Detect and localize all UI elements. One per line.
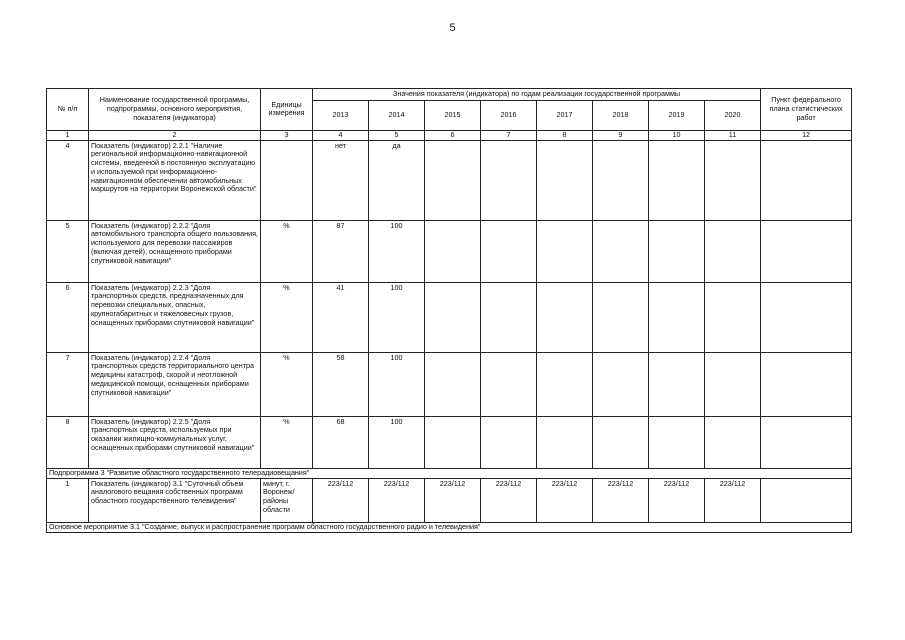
header-name: Наименование государственной программы, подпрограммы, основного мероприятия, показателя (индикатора) — [89, 89, 261, 131]
value-2014: 100 — [369, 416, 425, 468]
header-year: 2020 — [705, 100, 761, 130]
indicator-unit — [261, 140, 313, 220]
header-year: 2014 — [369, 100, 425, 130]
empty-cell — [649, 352, 705, 416]
table-row — [47, 220, 852, 282]
value-2014: 100 — [369, 352, 425, 416]
event-row — [47, 522, 852, 532]
indicator-unit: % — [261, 282, 313, 352]
empty-cell — [425, 140, 481, 220]
value-2018: 223/112 — [593, 478, 649, 522]
indicator-name: Показатель (индикатор) 2.2.3 "Доля транспортных средств, предназначенных для перевозки специальных, опасных, крупногабаритных и тяжеловесных грузов, оснащенных приборами спутниковой навигации" — [89, 282, 261, 352]
indicator-name: Показатель (индикатор) 2.2.4 "Доля транспортных средств территориального центра медицины катастроф, скорой и неотложной медицинской помощи, оснащенных приборами спутниковой навигации" — [89, 352, 261, 416]
header-year: 2017 — [537, 100, 593, 130]
value-2013: 223/112 — [313, 478, 369, 522]
column-number: 11 — [705, 130, 761, 140]
empty-cell — [425, 282, 481, 352]
value-2017: 223/112 — [537, 478, 593, 522]
row-number: 7 — [47, 352, 89, 416]
indicator-name: Показатель (индикатор) 2.2.1 "Наличие региональной информационно-навигационной системы, введенной в постоянную эксплуатацию и используемой при информационно-навигационном обеспечении автомобильных маршрутов на территории Воронежской области" — [89, 140, 261, 220]
column-number: 9 — [593, 130, 649, 140]
empty-cell — [761, 140, 852, 220]
value-2014: 100 — [369, 220, 425, 282]
header-unit: Единицы измерения — [261, 89, 313, 131]
column-number: 3 — [261, 130, 313, 140]
empty-cell — [761, 416, 852, 468]
empty-cell — [649, 140, 705, 220]
empty-cell — [593, 220, 649, 282]
empty-cell — [425, 352, 481, 416]
header-year: 2019 — [649, 100, 705, 130]
column-number: 4 — [313, 130, 369, 140]
table-row — [47, 478, 852, 522]
value-2013: 87 — [313, 220, 369, 282]
column-number: 10 — [649, 130, 705, 140]
column-number: 2 — [89, 130, 261, 140]
empty-cell — [593, 282, 649, 352]
table-row — [47, 282, 852, 352]
header-year: 2016 — [481, 100, 537, 130]
indicator-name: Показатель (индикатор) 2.2.2 "Доля автомобильного транспорта общего пользования, используемого для перевозки пассажиров (включая детей), оснащенного приборами спутниковой навигации" — [89, 220, 261, 282]
value-2013: нет — [313, 140, 369, 220]
value-2019: 223/112 — [649, 478, 705, 522]
table-row — [47, 140, 852, 220]
column-number: 6 — [425, 130, 481, 140]
empty-cell — [649, 416, 705, 468]
column-number: 8 — [537, 130, 593, 140]
empty-cell — [761, 478, 852, 522]
subprogram-row — [47, 468, 852, 478]
empty-cell — [537, 282, 593, 352]
value-2014: 223/112 — [369, 478, 425, 522]
indicator-unit: % — [261, 352, 313, 416]
value-2013: 41 — [313, 282, 369, 352]
value-2014: да — [369, 140, 425, 220]
empty-cell — [481, 140, 537, 220]
empty-cell — [593, 416, 649, 468]
empty-cell — [481, 220, 537, 282]
row-number: 8 — [47, 416, 89, 468]
empty-cell — [761, 282, 852, 352]
header-year: 2018 — [593, 100, 649, 130]
value-2016: 223/112 — [481, 478, 537, 522]
empty-cell — [761, 352, 852, 416]
value-2014: 100 — [369, 282, 425, 352]
empty-cell — [761, 220, 852, 282]
empty-cell — [481, 352, 537, 416]
empty-cell — [593, 352, 649, 416]
column-number: 7 — [481, 130, 537, 140]
empty-cell — [481, 416, 537, 468]
value-2020: 223/112 — [705, 478, 761, 522]
indicator-unit: % — [261, 220, 313, 282]
subprogram-title: Подпрограмма 3 "Развитие областного государственного телерадиовещания" — [47, 468, 852, 478]
value-2013: 68 — [313, 416, 369, 468]
row-number: 1 — [47, 478, 89, 522]
empty-cell — [425, 416, 481, 468]
page-number: 5 — [449, 22, 456, 34]
empty-cell — [537, 352, 593, 416]
empty-cell — [537, 140, 593, 220]
column-number: 1 — [47, 130, 89, 140]
table-row — [47, 416, 852, 468]
empty-cell — [537, 220, 593, 282]
empty-cell — [705, 282, 761, 352]
empty-cell — [649, 282, 705, 352]
row-number: 4 — [47, 140, 89, 220]
empty-cell — [537, 416, 593, 468]
header-plan: Пункт федерального плана статистических работ — [761, 89, 852, 131]
empty-cell — [705, 220, 761, 282]
value-2015: 223/112 — [425, 478, 481, 522]
indicator-table — [46, 88, 852, 533]
event-title: Основное мероприятие 3.1 "Создание, выпуск и распространение программ областного государственного радио и телевидения" — [47, 522, 852, 532]
indicator-unit: % — [261, 416, 313, 468]
table-row — [47, 352, 852, 416]
column-number: 5 — [369, 130, 425, 140]
column-number-row — [47, 130, 852, 140]
header-num: № п/п — [47, 89, 89, 131]
empty-cell — [481, 282, 537, 352]
indicator-name: Показатель (индикатор) 3.1 "Суточный объем аналогового вещания собственных программ областного государственного телевидения" — [89, 478, 261, 522]
indicator-name: Показатель (индикатор) 2.2.5 "Доля транспортных средств, используемых при оказании жилищно-коммунальных услуг, оснащенных приборами спутниковой навигации" — [89, 416, 261, 468]
empty-cell — [705, 416, 761, 468]
header-year: 2013 — [313, 100, 369, 130]
header-year: 2015 — [425, 100, 481, 130]
row-number: 5 — [47, 220, 89, 282]
empty-cell — [425, 220, 481, 282]
empty-cell — [649, 220, 705, 282]
indicator-unit: минут, г. Воронеж/ районы области — [261, 478, 313, 522]
value-2013: 58 — [313, 352, 369, 416]
empty-cell — [705, 140, 761, 220]
header-values: Значения показателя (индикатора) по годам реализации государственной программы — [313, 89, 761, 101]
column-number: 12 — [761, 130, 852, 140]
row-number: 6 — [47, 282, 89, 352]
empty-cell — [593, 140, 649, 220]
empty-cell — [705, 352, 761, 416]
